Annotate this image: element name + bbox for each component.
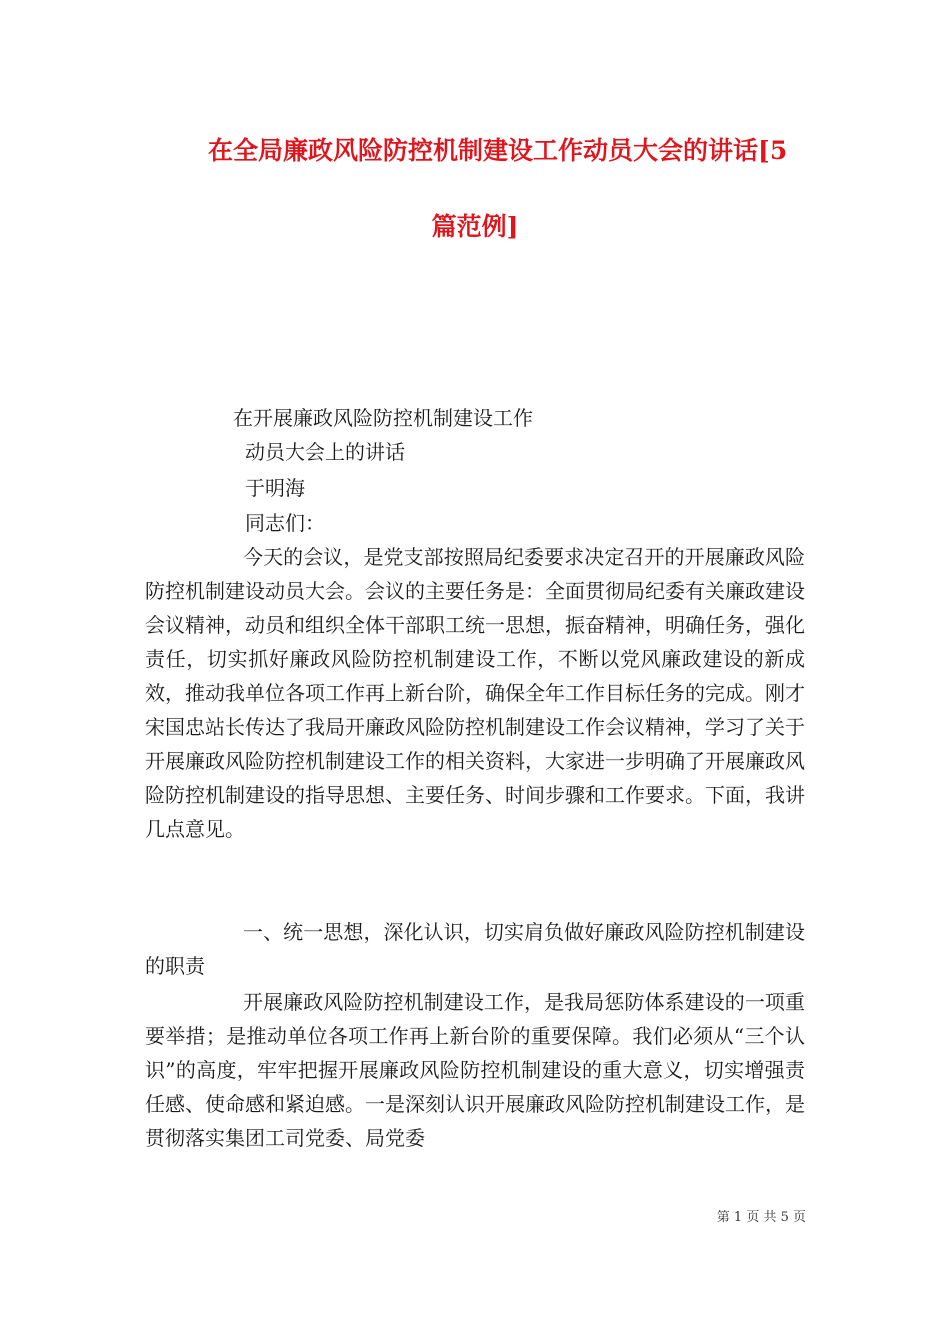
- paragraph-opening: 今天的会议，是党支部按照局纪委要求决定召开的开展廉政风险防控机制建设动员大会。会议的主要任务是：全面贯彻局纪委有关廉政建设会议精神，动员和组织全体干部职工统一思想，振奋精神，明确任务，强化责任，切实抓好廉政风险防控机制建设工作，不断以党风廉政建设的新成效，推动我单位各项工作再上新台阶，确保全年工作目标任务的完成。刚才宋国忠站长传达了我局开廉政风险防控机制建设工作会议精神，学习了关于开展廉政风险防控机制建设工作的相关资料，大家进一步明确了开展廉政风险防控机制建设的指导思想、主要任务、时间步骤和工作要求。下面，我讲几点意见。: [145, 545, 805, 841]
- speech-heading-line-2: 动员大会上的讲话: [245, 440, 405, 464]
- section-heading-1: 一、统一思想，深化认识，切实肩负做好廉政风险防控机制建设的职责: [145, 920, 805, 978]
- document-title-line-1: 在全局廉政风险防控机制建设工作动员大会的讲话[5: [208, 136, 788, 165]
- page-number: 第 1 页 共 5 页: [716, 1210, 806, 1225]
- document-title-line-2: 篇范例]: [431, 212, 519, 241]
- salutation: 同志们：: [245, 511, 325, 535]
- paragraph-section-1: 开展廉政风险防控机制建设工作，是我局惩防体系建设的一项重要举措；是推动单位各项工作再上新台阶的重要保障。我们必须从“三个认识”的高度，牢牢把握开展廉政风险防控机制建设的重大意义，切实增强责任感、使命感和紧迫感。一是深刻认识开展廉政风险防控机制建设工作，是贯彻落实集团工司党委、局党委: [145, 990, 805, 1150]
- speech-heading-line-1: 在开展廉政风险防控机制建设工作: [233, 406, 533, 430]
- speaker-name: 于明海: [245, 476, 305, 500]
